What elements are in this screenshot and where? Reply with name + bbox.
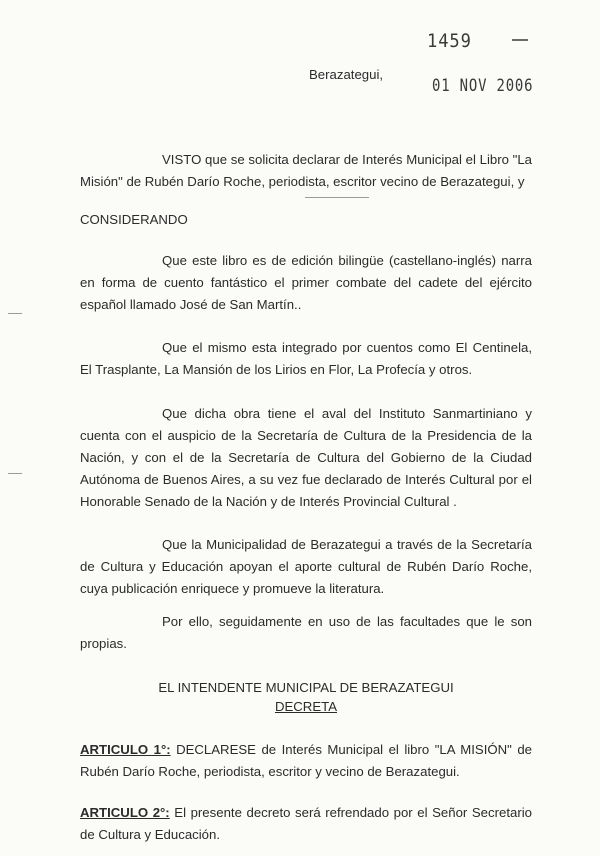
margin-mark — [8, 473, 22, 474]
articulo-1-title: ARTICULO 1°: — [80, 742, 171, 757]
considerando-paragraph-3: Que dicha obra tiene el aval del Instituto Sanmartiniano y cuenta con el auspicio de la Secretaría de Cultura de la Presidencia de la Nación, y con el de la Secretaría de Cultura del Gobierno de la Ciudad Autónoma de Buenos Aires, a su vez fue declarado de Interés Cultural por el Honorable Senado de la Nación y de Interés Provincial Cultural . — [80, 406, 532, 509]
articulo-1 — [80, 739, 532, 783]
por-ello-paragraph: Por ello, seguidamente en uso de las facultades que le son propias. — [80, 614, 532, 651]
visto-paragraph: VISTO que se solicita declarar de Interés Municipal el Libro "La Misión" de Rubén Darío Roche, periodista, escritor vecino de Berazategui, y — [80, 152, 532, 189]
intendente-heading: EL INTENDENTE MUNICIPAL DE BERAZATEGUI — [158, 680, 454, 695]
articulo-2-text: El presente decreto será refrendado por el Señor Secretario de Cultura y Educación. — [80, 805, 532, 842]
decree-number-stamp: 1459 — [427, 30, 472, 52]
articulo-2-title: ARTICULO 2°: — [80, 805, 170, 820]
considerando-paragraph-4: Que la Municipalidad de Berazategui a través de la Secretaría de Cultura y Educación apoyan el aporte cultural de Rubén Darío Roche, cuya publicación enriquece y promueve la literatura. — [80, 537, 532, 596]
date-stamp: 01 NOV 2006 — [432, 76, 534, 96]
stamp-dash — [512, 39, 528, 41]
city-line: Berazategui, — [309, 67, 384, 82]
considerando-paragraph-2: Que el mismo esta integrado por cuentos como El Centinela, El Trasplante, La Mansión de los Lirios en Flor, La Profecía y otros. — [80, 340, 532, 377]
margin-mark — [8, 313, 22, 314]
decreta-heading: DECRETA — [274, 699, 338, 714]
considerando-paragraph-1: Que este libro es de edición bilingüe (castellano-inglés) narra en forma de cuento fantástico el primer combate del cadete del ejército español llamado José de San Martín.. — [80, 253, 532, 312]
considerando-heading: CONSIDERANDO — [80, 212, 188, 227]
articulo-2 — [80, 802, 532, 846]
articulo-1-text: DECLARESE de Interés Municipal el libro "LA MISIÓN" de Rubén Darío Roche, periodista, escritor y vecino de Berazategui. — [80, 742, 532, 779]
ink-mark — [305, 197, 369, 198]
